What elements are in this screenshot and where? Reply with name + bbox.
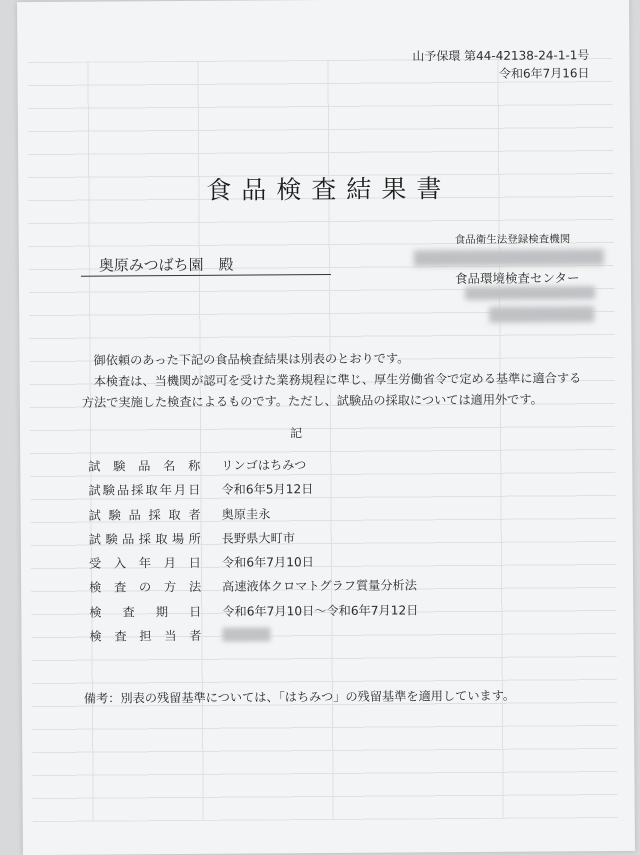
document-paper — [17, 0, 635, 855]
detail-label: 検査の方法 — [89, 578, 201, 596]
detail-label: 検査期日 — [89, 603, 201, 621]
redacted-lab-detail — [465, 286, 595, 300]
detail-value: 令和6年5月12日 — [221, 480, 313, 498]
recipient-name: 奥原みつばち園 殿 — [99, 254, 234, 276]
lab-registration: 食品衛生法登録検査機関 — [455, 231, 571, 247]
detail-label: 受入年月日 — [89, 554, 201, 572]
document-title: 食品検査結果書 — [206, 169, 451, 207]
detail-label: 試験品名称 — [88, 457, 200, 475]
detail-value: 奥原圭永 — [222, 505, 271, 522]
document-number: 山予保環 第44-42138-24-1-1号 — [412, 46, 589, 64]
detail-value: 高速液体クロマトグラフ質量分析法 — [222, 577, 417, 595]
redacted-lab-seal — [489, 306, 594, 323]
detail-label: 試験品採取者 — [89, 505, 201, 523]
ki-mark: 記 — [290, 424, 302, 441]
lab-name: 食品環境検査センター — [455, 268, 580, 287]
detail-label: 試験品採取年月日 — [88, 481, 200, 499]
paragraph-method: 本検査は、当機関が認可を受けた業務規程に準じ、厚生労働省令で定める基準に適合する方法で実施した検査によるものです。ただし、試験品の採取については適用外です。 — [82, 368, 582, 413]
detail-value: 令和6年7月10日～令和6年7月12日 — [222, 601, 418, 619]
redacted-inspector — [222, 627, 270, 641]
issue-date: 令和6年7月16日 — [499, 64, 590, 82]
detail-label: 検査担当者 — [89, 627, 201, 645]
detail-value: 長野県大町市 — [222, 529, 295, 547]
paragraph-request: 御依頼のあった下記の食品検査結果は別表のとおりです。 — [81, 347, 581, 371]
detail-value: 令和6年7月10日 — [222, 553, 314, 571]
detail-label: 試験品採取場所 — [89, 530, 201, 548]
remarks-note: 備考：別表の残留基準については、「はちみつ」の残留基準を適用しています。 — [84, 687, 515, 707]
detail-value: リンゴはちみつ — [221, 456, 306, 474]
redacted-address — [414, 249, 604, 266]
detail-value — [222, 626, 270, 641]
